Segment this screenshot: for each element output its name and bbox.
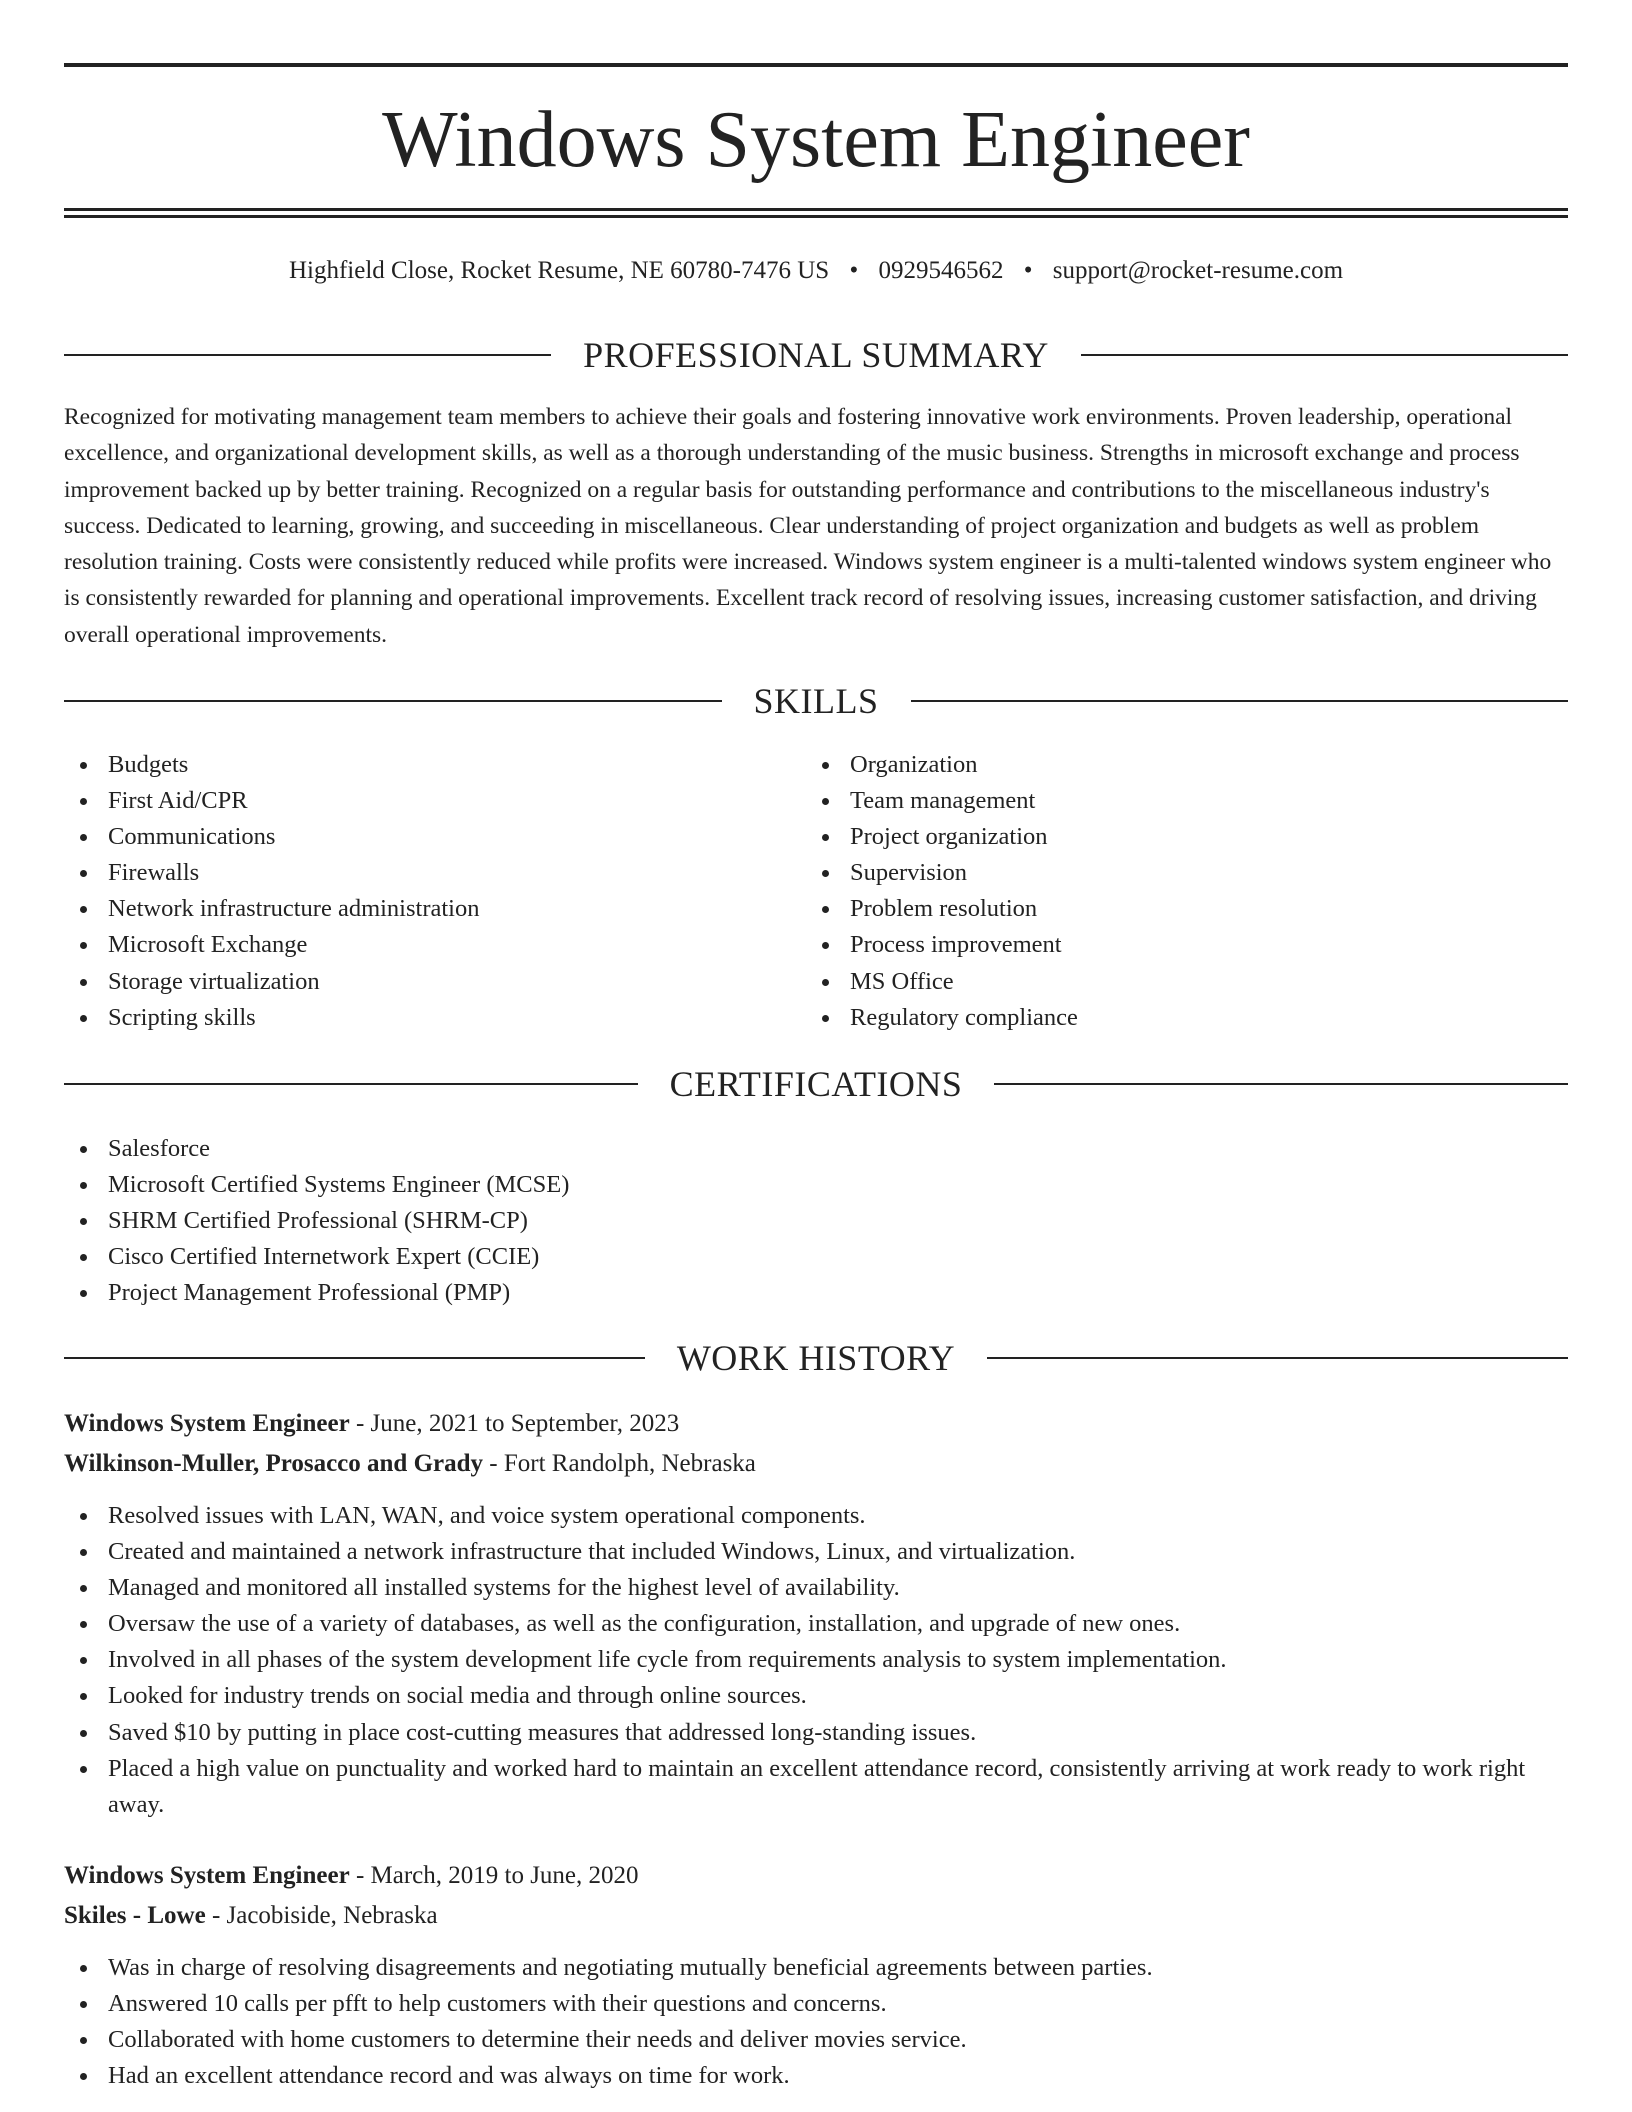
job-bullets bbox=[64, 1950, 1568, 2094]
job-location: - Fort Randolph, Nebraska bbox=[483, 1450, 756, 1477]
job-bullet: Looked for industry trends on social media and through online sources. bbox=[64, 1678, 1568, 1714]
heading-rule bbox=[64, 354, 551, 356]
job-title: Windows System Engineer bbox=[64, 1410, 350, 1437]
skill-item: Process improvement bbox=[806, 927, 1566, 963]
job-bullet: Oversaw the use of a variety of databases, as well as the configuration, installation, and upgrade of new ones. bbox=[64, 1606, 1568, 1642]
job-title: Windows System Engineer bbox=[64, 1862, 350, 1889]
job-location: - Jacobiside, Nebraska bbox=[205, 1902, 438, 1929]
skill-item: Problem resolution bbox=[806, 891, 1566, 927]
certifications-heading-title: CERTIFICATIONS bbox=[669, 1064, 963, 1104]
heading-rule bbox=[1081, 354, 1568, 356]
job-dates: - March, 2019 to June, 2020 bbox=[349, 1862, 639, 1889]
skill-item: Microsoft Exchange bbox=[64, 927, 804, 963]
skills-section-heading bbox=[64, 681, 1568, 721]
heading-rule bbox=[64, 1083, 638, 1085]
header-double-rule-upper bbox=[64, 208, 1568, 211]
certification-item: Project Management Professional (PMP) bbox=[64, 1275, 1568, 1311]
heading-rule bbox=[994, 1083, 1568, 1085]
certification-item: Salesforce bbox=[64, 1131, 1568, 1167]
job-bullet: Had an excellent attendance record and was always on time for work. bbox=[64, 2058, 1568, 2094]
certification-item: Microsoft Certified Systems Engineer (MCSE) bbox=[64, 1167, 1568, 1203]
work-history-heading-title: WORK HISTORY bbox=[676, 1338, 956, 1378]
skill-item: Budgets bbox=[64, 747, 804, 783]
job-company: Skiles - Lowe bbox=[64, 1902, 206, 1929]
job-title-line bbox=[64, 1406, 1568, 1442]
job-dates: - June, 2021 to September, 2023 bbox=[349, 1410, 680, 1437]
skill-item: Communications bbox=[64, 819, 804, 855]
job-company: Wilkinson-Muller, Prosacco and Grady bbox=[64, 1450, 484, 1477]
job-bullet: Saved $10 by putting in place cost-cutting measures that addressed long-standing issues. bbox=[64, 1715, 1568, 1751]
contact-separator: • bbox=[1023, 257, 1033, 284]
certification-item: Cisco Certified Internetwork Expert (CCIE) bbox=[64, 1239, 1568, 1275]
heading-rule bbox=[911, 700, 1569, 702]
skill-item: Organization bbox=[806, 747, 1566, 783]
header-double-rule-lower bbox=[64, 215, 1568, 218]
job-bullet: Was in charge of resolving disagreements and negotiating mutually beneficial agreements between parties. bbox=[64, 1950, 1568, 1986]
skill-item: Supervision bbox=[806, 855, 1566, 891]
job-bullet: Created and maintained a network infrastructure that included Windows, Linux, and virtualization. bbox=[64, 1534, 1568, 1570]
skill-item: Team management bbox=[806, 783, 1566, 819]
contact-line bbox=[64, 254, 1568, 288]
certification-item: SHRM Certified Professional (SHRM-CP) bbox=[64, 1203, 1568, 1239]
contact-address: Highfield Close, Rocket Resume, NE 60780-7476 US bbox=[288, 257, 830, 284]
skill-item: Network infrastructure administration bbox=[64, 891, 804, 927]
job-bullet: Placed a high value on punctuality and worked hard to maintain an excellent attendance record, consistently arriving at work ready to work right away. bbox=[64, 1751, 1568, 1823]
skills-list-right bbox=[806, 747, 1566, 1036]
skills-heading-title: SKILLS bbox=[753, 681, 879, 721]
job-bullet: Resolved issues with LAN, WAN, and voice system operational components. bbox=[64, 1498, 1568, 1534]
heading-rule bbox=[64, 700, 722, 702]
contact-phone[interactable]: 0929546562 bbox=[878, 257, 1004, 284]
skill-item: Regulatory compliance bbox=[806, 1000, 1566, 1036]
work-history-section-heading bbox=[64, 1338, 1568, 1378]
skill-item: MS Office bbox=[806, 964, 1566, 1000]
job-bullet: Answered 10 calls per pfft to help customers with their questions and concerns. bbox=[64, 1986, 1568, 2022]
heading-rule bbox=[987, 1357, 1568, 1359]
summary-heading-title: PROFESSIONAL SUMMARY bbox=[583, 335, 1049, 375]
contact-email[interactable]: support@rocket-resume.com bbox=[1052, 257, 1344, 284]
skill-item: First Aid/CPR bbox=[64, 783, 804, 819]
summary-section-heading bbox=[64, 335, 1568, 375]
skill-item: Project organization bbox=[806, 819, 1566, 855]
job-bullet: Collaborated with home customers to determine their needs and deliver movies service. bbox=[64, 2022, 1568, 2058]
skill-item: Firewalls bbox=[64, 855, 804, 891]
job-company-line bbox=[64, 1446, 1568, 1482]
header-top-rule bbox=[64, 63, 1568, 67]
certifications-section-heading bbox=[64, 1064, 1568, 1104]
job-bullets bbox=[64, 1498, 1568, 1823]
job-title-line bbox=[64, 1858, 1568, 1894]
skill-item: Storage virtualization bbox=[64, 964, 804, 1000]
certifications-list bbox=[64, 1131, 1568, 1311]
contact-separator: • bbox=[849, 257, 859, 284]
skill-item: Scripting skills bbox=[64, 1000, 804, 1036]
heading-rule bbox=[64, 1357, 645, 1359]
skills-list-left bbox=[64, 747, 804, 1036]
job-bullet: Involved in all phases of the system development life cycle from requirements analysis to system implementation. bbox=[64, 1642, 1568, 1678]
summary-paragraph: Recognized for motivating management team members to achieve their goals and fostering innovative work environments. Proven leadership, operational excellence, and organizational development skills, as well as a thorough understanding of the music business. Strengths in microsoft exchange and process improvement backed up by better training. Recognized on a regular basis for outstanding performance and contributions to the miscellaneous industry's success. Dedicated to learning, growing, and succeeding in miscellaneous. Clear understanding of project organization and budgets as well as problem resolution training. Costs were consistently reduced while profits were increased. Windows system engineer is a multi-talented windows system engineer who is consistently rewarded for planning and operational improvements. Excellent track record of resolving issues, increasing customer satisfaction, and driving overall operational improvements. bbox=[64, 404, 1552, 648]
job-company-line bbox=[64, 1898, 1568, 1934]
job-bullet: Managed and monitored all installed systems for the highest level of availability. bbox=[64, 1570, 1568, 1606]
resume-name: Windows System Engineer bbox=[382, 96, 1250, 184]
